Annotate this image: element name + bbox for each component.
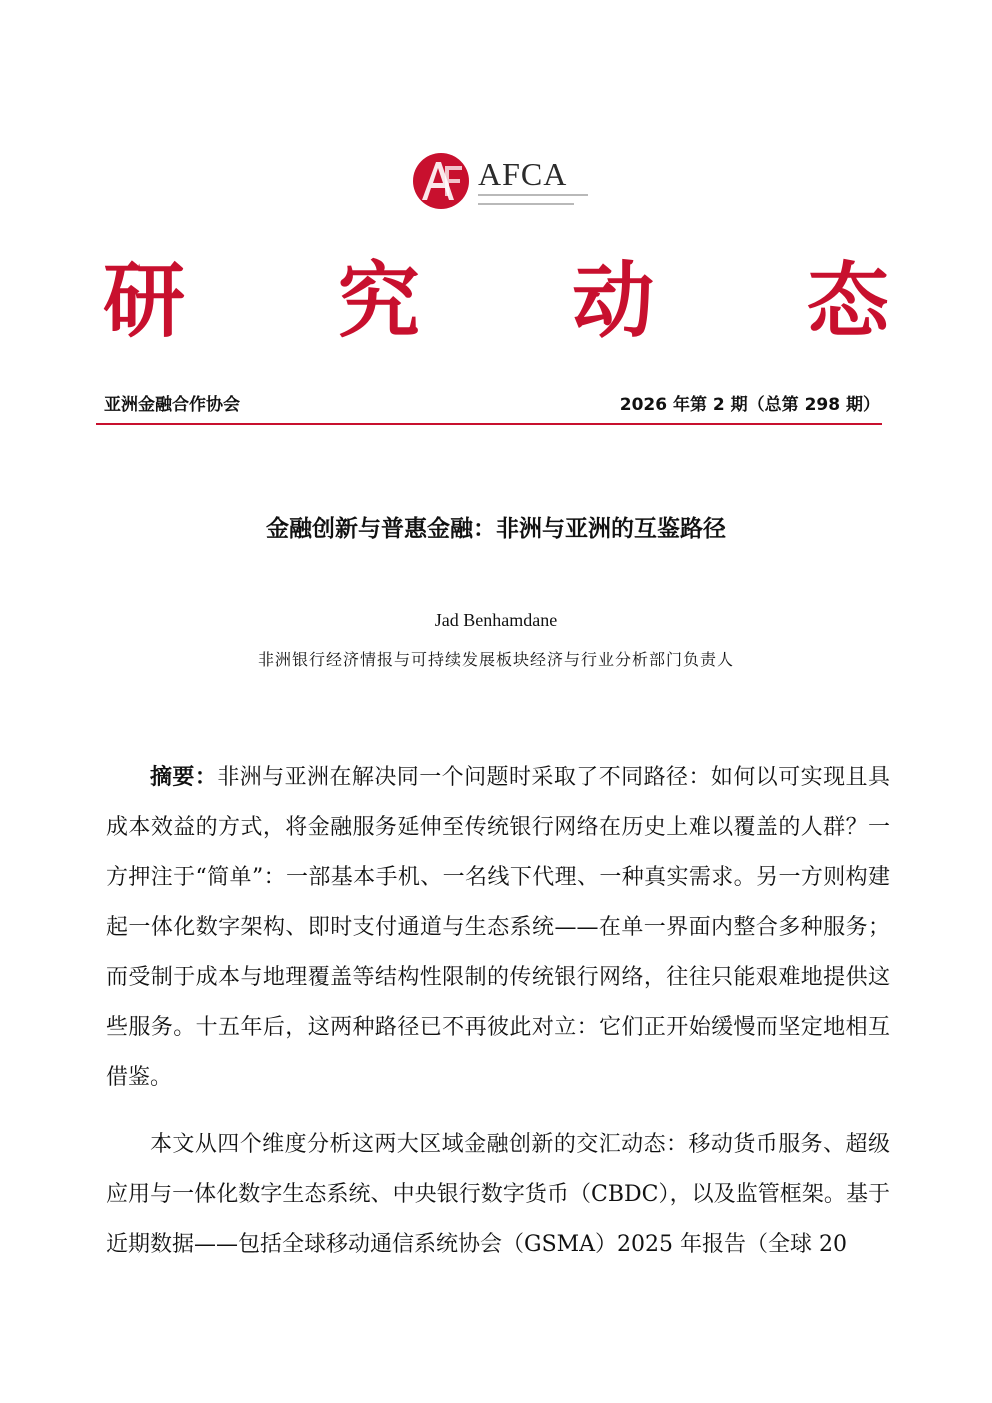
logo-subtitle-zh — [478, 203, 574, 205]
abstract-paragraph — [106, 753, 890, 1103]
afca-emblem-icon — [412, 152, 470, 210]
header-divider — [96, 423, 882, 425]
body-paragraph: 本文从四个维度分析这两大区域金融创新的交汇动态：移动货币服务、超级应用与一体化数字生态系统、中央银行数字货币（CBDC），以及监管框架。基于近期数据——包括全球移动通信系统协会（GSMA）2025 年报告（全球 20 — [106, 1132, 890, 1257]
article-title: 金融创新与普惠金融：非洲与亚洲的互鉴路径 — [266, 516, 726, 542]
author-name: Jad Benhamdane — [434, 610, 558, 630]
author-affiliation: 非洲银行经济情报与可持续发展板块经济与行业分析部门负责人 — [257, 650, 734, 669]
abstract-label: 摘要： — [150, 765, 218, 790]
issue-number: 2026 年第 2 期（总第 298 期） — [619, 395, 880, 415]
masthead-title: 研 究 动 态 — [103, 254, 951, 349]
logo-wordmark: AFCA — [478, 156, 568, 192]
organization-name: 亚洲金融合作协会 — [104, 395, 240, 415]
issue-header — [104, 392, 880, 418]
afca-logo — [412, 152, 592, 212]
abstract-text: 非洲与亚洲在解决同一个问题时采取了不同路径：如何以可实现且具成本效益的方式，将金融服务延伸至传统银行网络在历史上难以覆盖的人群？一方押注于“简单”：一部基本手机、一名线下代理、一种真实需求。另一方则构建起一体化数字架构、即时支付通道与生态系统——在单一界面内整合多种服务；而受制于成本与地理覆盖等结构性限制的传统银行网络，往往只能艰难地提供这些服务。十五年后，这两种路径已不再彼此对立：它们正开始缓慢而坚定地相互借鉴。 — [106, 765, 890, 1090]
logo-subtitle-en — [478, 194, 588, 196]
